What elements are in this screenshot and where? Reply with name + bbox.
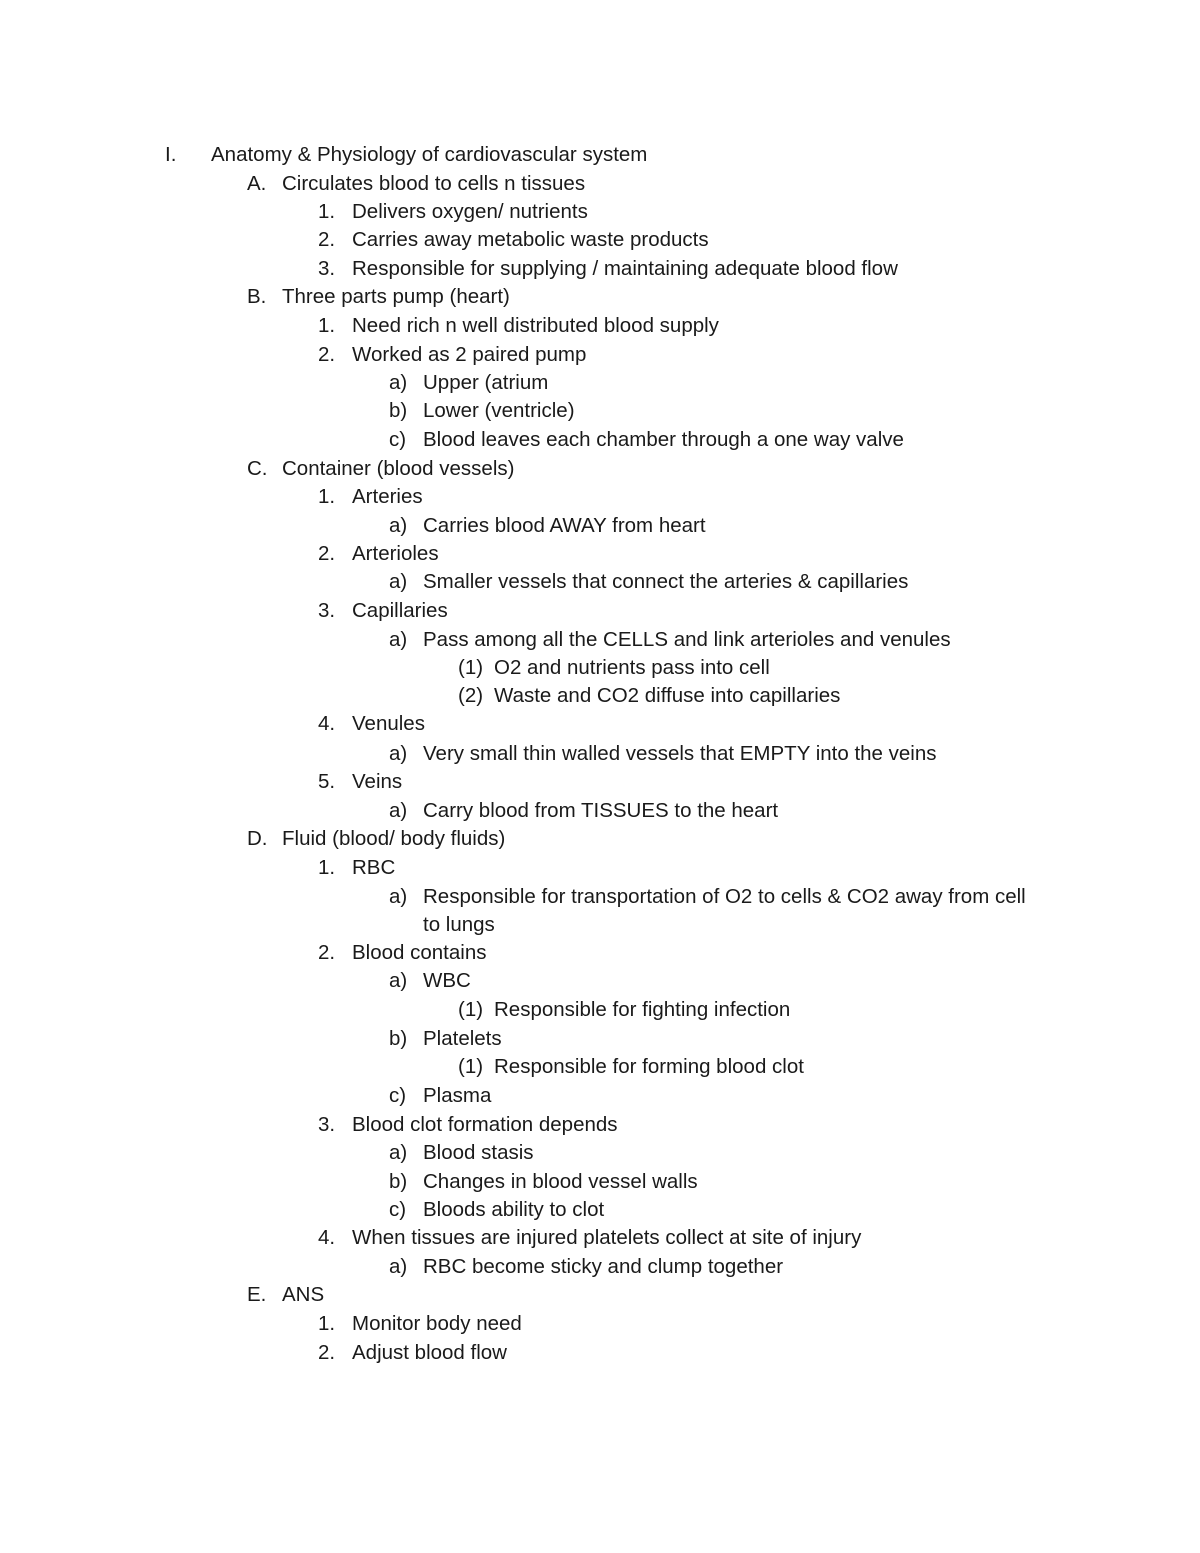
item-marker: 2. bbox=[318, 1341, 336, 1364]
item-marker: 1. bbox=[318, 200, 336, 223]
sub-item-marker: a) bbox=[389, 885, 408, 908]
section-marker: B. bbox=[247, 285, 267, 308]
sub-item-text-continuation: to lungs bbox=[423, 913, 495, 936]
item-marker: 4. bbox=[318, 712, 336, 735]
sub-item-marker: a) bbox=[389, 570, 408, 593]
section-title: Three parts pump (heart) bbox=[282, 285, 510, 308]
sub-item-marker: a) bbox=[389, 1255, 408, 1278]
sub-sub-item-text: Responsible for fighting infection bbox=[494, 998, 791, 1021]
item-text: Worked as 2 paired pump bbox=[352, 343, 587, 366]
item-text: Venules bbox=[352, 712, 425, 735]
sub-item-marker: a) bbox=[389, 514, 408, 537]
item-text: Adjust blood flow bbox=[352, 1341, 507, 1364]
sub-sub-item-marker: (2) bbox=[458, 684, 484, 707]
sub-item-marker: a) bbox=[389, 371, 408, 394]
sub-item-text: Upper (atrium bbox=[423, 371, 549, 394]
item-text: Carries away metabolic waste products bbox=[352, 228, 709, 251]
item-text: Delivers oxygen/ nutrients bbox=[352, 200, 588, 223]
outline-title: Anatomy & Physiology of cardiovascular system bbox=[211, 143, 648, 166]
item-marker: 2. bbox=[318, 343, 336, 366]
section-marker: A. bbox=[247, 172, 267, 195]
sub-sub-item-marker: (1) bbox=[458, 1055, 484, 1078]
sub-item-text: Changes in blood vessel walls bbox=[423, 1170, 698, 1193]
sub-item-marker: a) bbox=[389, 628, 408, 651]
sub-item-text: Blood stasis bbox=[423, 1141, 534, 1164]
sub-item-marker: b) bbox=[389, 399, 408, 422]
sub-item-text: WBC bbox=[423, 969, 471, 992]
section-marker: C. bbox=[247, 457, 268, 480]
sub-item-marker: c) bbox=[389, 428, 407, 451]
section-title: Container (blood vessels) bbox=[282, 457, 515, 480]
sub-item-marker: c) bbox=[389, 1084, 407, 1107]
sub-item-text: Responsible for transportation of O2 to cells & CO2 away from cell bbox=[423, 885, 1026, 908]
sub-item-marker: b) bbox=[389, 1027, 408, 1050]
section-title: Fluid (blood/ body fluids) bbox=[282, 827, 506, 850]
item-marker: 2. bbox=[318, 228, 336, 251]
sub-item-text: Bloods ability to clot bbox=[423, 1198, 605, 1221]
sub-sub-item-marker: (1) bbox=[458, 998, 484, 1021]
sub-item-text: Carry blood from TISSUES to the heart bbox=[423, 799, 779, 822]
item-text: Arterioles bbox=[352, 542, 439, 565]
item-marker: 1. bbox=[318, 485, 336, 508]
item-marker: 2. bbox=[318, 542, 336, 565]
sub-item-text: Carries blood AWAY from heart bbox=[423, 514, 706, 537]
item-marker: 3. bbox=[318, 599, 336, 622]
sub-item-marker: a) bbox=[389, 799, 408, 822]
sub-item-marker: a) bbox=[389, 742, 408, 765]
sub-item-text: Smaller vessels that connect the arteries & capillaries bbox=[423, 570, 909, 593]
roman-numeral: I. bbox=[165, 143, 177, 166]
sub-item-text: Lower (ventricle) bbox=[423, 399, 575, 422]
item-marker: 1. bbox=[318, 314, 336, 337]
item-text: Blood contains bbox=[352, 941, 487, 964]
item-marker: 3. bbox=[318, 257, 336, 280]
sub-item-marker: c) bbox=[389, 1198, 407, 1221]
item-text: Blood clot formation depends bbox=[352, 1113, 618, 1136]
sub-sub-item-text: O2 and nutrients pass into cell bbox=[494, 656, 770, 679]
item-text: When tissues are injured platelets collect at site of injury bbox=[352, 1226, 862, 1249]
sub-sub-item-text: Waste and CO2 diffuse into capillaries bbox=[494, 684, 841, 707]
item-marker: 1. bbox=[318, 856, 336, 879]
item-marker: 2. bbox=[318, 941, 336, 964]
item-text: Capillaries bbox=[352, 599, 448, 622]
sub-item-text: Very small thin walled vessels that EMPTY into the veins bbox=[423, 742, 937, 765]
item-text: Veins bbox=[352, 770, 403, 793]
item-marker: 3. bbox=[318, 1113, 336, 1136]
sub-item-text: Plasma bbox=[423, 1084, 492, 1107]
sub-item-text: RBC become sticky and clump together bbox=[423, 1255, 784, 1278]
sub-item-text: Blood leaves each chamber through a one way valve bbox=[423, 428, 904, 451]
sub-sub-item-marker: (1) bbox=[458, 656, 484, 679]
item-text: Arteries bbox=[352, 485, 423, 508]
item-marker: 1. bbox=[318, 1312, 336, 1335]
sub-item-text: Platelets bbox=[423, 1027, 502, 1050]
item-text: Monitor body need bbox=[352, 1312, 522, 1335]
section-marker: D. bbox=[247, 827, 268, 850]
item-text: Need rich n well distributed blood supply bbox=[352, 314, 719, 337]
section-marker: E. bbox=[247, 1283, 267, 1306]
sub-item-marker: b) bbox=[389, 1170, 408, 1193]
section-title: Circulates blood to cells n tissues bbox=[282, 172, 586, 195]
item-marker: 4. bbox=[318, 1226, 336, 1249]
sub-item-text: Pass among all the CELLS and link arterioles and venules bbox=[423, 628, 951, 651]
item-marker: 5. bbox=[318, 770, 336, 793]
item-text: Responsible for supplying / maintaining adequate blood flow bbox=[352, 257, 898, 280]
sub-item-marker: a) bbox=[389, 969, 408, 992]
sub-item-marker: a) bbox=[389, 1141, 408, 1164]
section-title: ANS bbox=[282, 1283, 325, 1306]
sub-sub-item-text: Responsible for forming blood clot bbox=[494, 1055, 804, 1078]
item-text: RBC bbox=[352, 856, 396, 879]
